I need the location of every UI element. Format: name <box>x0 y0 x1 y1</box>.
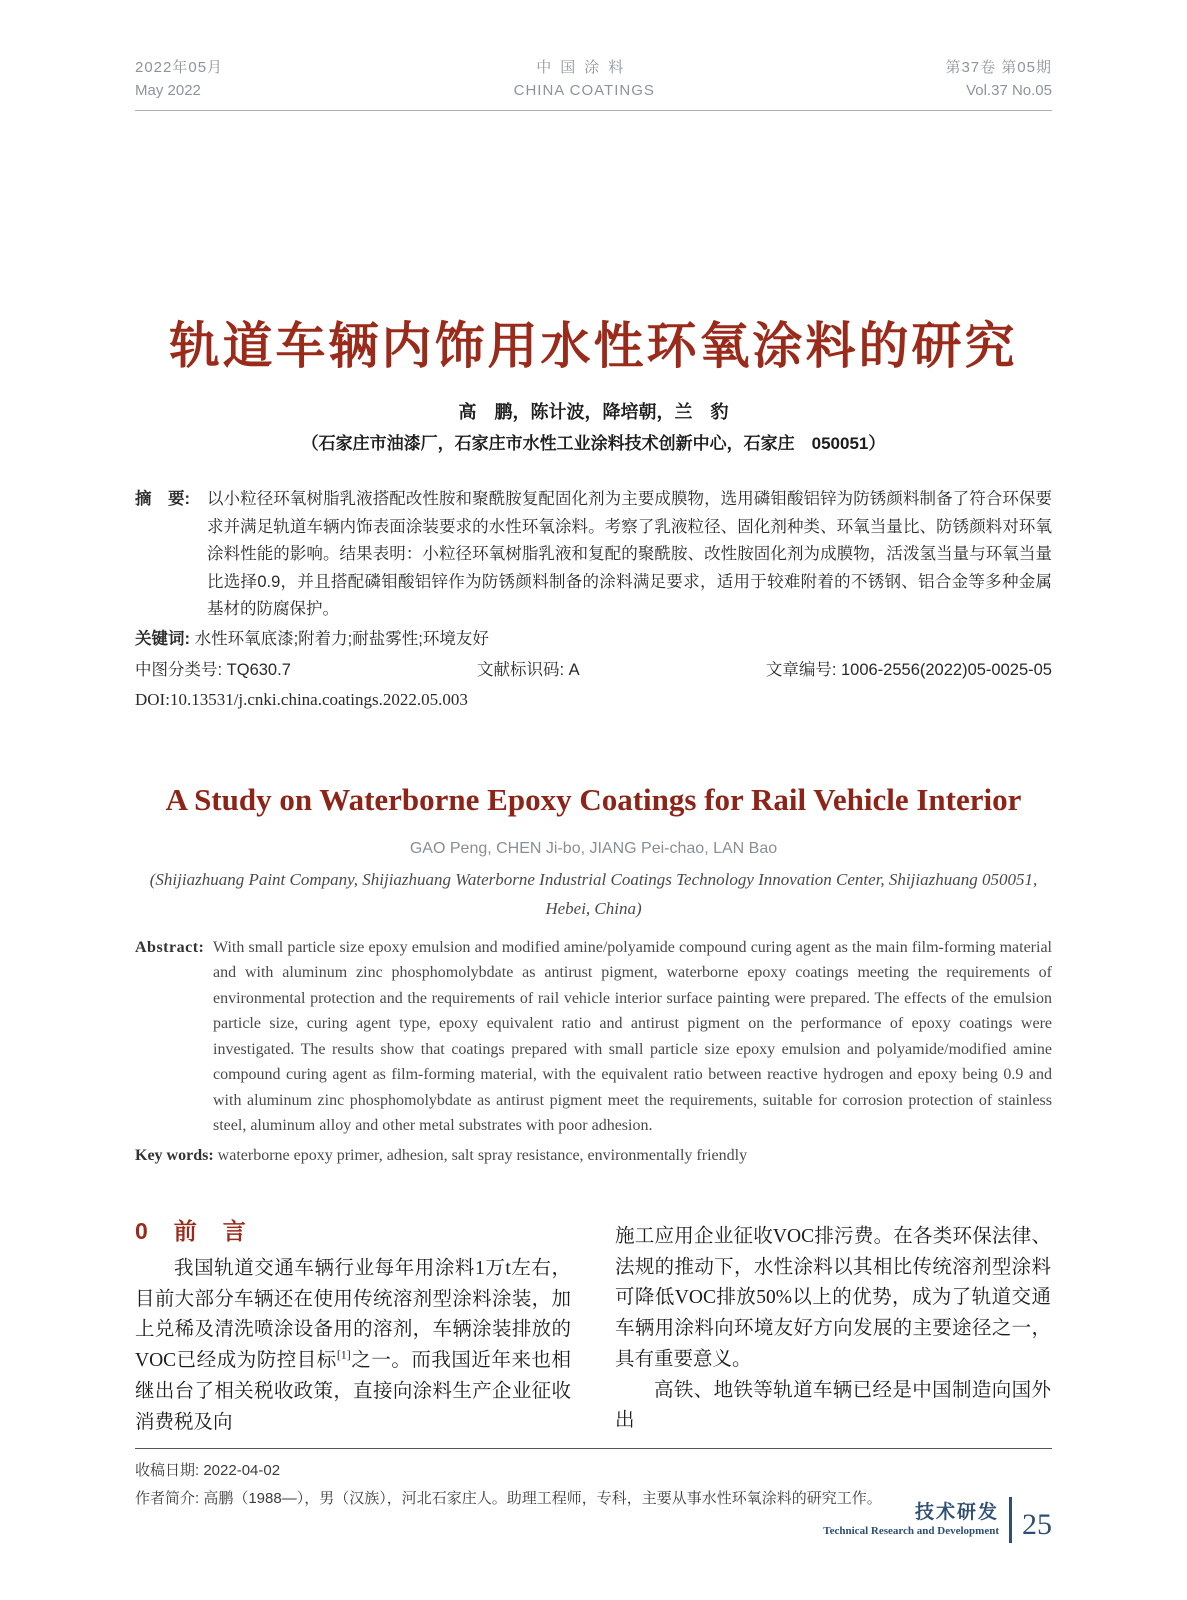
classification-row <box>135 657 1052 683</box>
keywords-zh-label: 关键词: <box>135 629 190 648</box>
footnote-received-date: 收稿日期: 2022-04-02 <box>135 1462 281 1480</box>
footer-section-zh: 技术研发 <box>914 1501 999 1523</box>
header-date-zh: 2022年05月 <box>135 59 224 76</box>
keywords-en-text: waterborne epoxy primer, adhesion, salt spray resistance, environmentally friendly <box>217 1146 748 1164</box>
header-issue-en: Vol.37 No.05 <box>966 82 1052 99</box>
header-journal-zh: 中国涂料 <box>536 59 633 76</box>
column-right <box>615 1216 1051 1438</box>
footer-section-labels <box>823 1502 999 1539</box>
paragraph-text: 之一。而我国近年来也相继出台了相关税收政策，直接向涂料生产企业征收消费税及向 <box>135 1350 571 1433</box>
section-heading <box>135 1216 571 1246</box>
affiliation-en: (Shijiazhuang Paint Company, Shijiazhuang Waterborne Industrial Coatings Technology Innovation Center, Shijiazhuang 050051, Hebei, China) <box>149 869 1038 918</box>
paragraph-text: 我国轨道交通车辆行业每年用涂料1万t左右，目前大部分车辆还在使用传统溶剂型涂料涂装，加上兑稀及清洗喷涂设备用的溶剂，车辆涂装排放的VOC已经成为防控目标 <box>135 1258 571 1372</box>
footer-divider-bar <box>1009 1497 1012 1543</box>
keywords-en-label: Key words: <box>135 1146 214 1164</box>
abstract-en-label: Abstract: <box>135 938 205 956</box>
document-code: 文献标识码: A <box>477 660 580 679</box>
affiliation-zh: （石家庄市油漆厂，石家庄市水性工业涂料技术创新中心，石家庄 050051） <box>301 434 886 453</box>
keywords-zh-line <box>135 626 1052 653</box>
article-title-zh: 轨道车辆内饰用水性环氧涂料的研究 <box>169 318 1018 374</box>
page-footer <box>823 1492 1052 1548</box>
column-left <box>135 1216 571 1438</box>
authors-en: GAO Peng, CHEN Ji-bo, JIANG Pei-chao, LAN Bao <box>409 839 778 857</box>
reference-marker: [1] <box>336 1347 351 1362</box>
keywords-zh-text: 水性环氧底漆;附着力;耐盐雾性;环境友好 <box>194 629 489 648</box>
body-columns <box>135 1216 1052 1438</box>
abstract-zh-block <box>135 486 1052 624</box>
article-title-en: A Study on Waterborne Epoxy Coatings for Rail Vehicle Interior <box>165 781 1022 817</box>
clc-number: 中图分类号: TQ630.7 <box>135 660 291 679</box>
paragraph-intro-left <box>135 1254 571 1438</box>
section-title: 前言 <box>173 1218 272 1244</box>
paragraph-intro-right: 施工应用企业征收VOC排污费。在各类环保法律、法规的推动下，水性涂料以其相比传统溶剂型涂料可降低VOC排放50%以上的优势，成为了轨道交通车辆用涂料向环境友好方向发展的主要途径之一，具有重要意义。 <box>615 1226 1051 1370</box>
authors-zh: 高 鹏，陈计波，降培朝，兰 豹 <box>458 402 729 422</box>
footnote-author-bio: 作者简介: 高鹏（1988—），男（汉族），河北石家庄人。助理工程师，专科，主要从事水性环氧涂料的研究工作。 <box>135 1490 882 1508</box>
paragraph-second: 高铁、地铁等轨道车辆已经是中国制造向国外出 <box>615 1379 1051 1432</box>
article-id: 文章编号: 1006-2556(2022)05-0025-05 <box>765 660 1052 679</box>
doi-line: DOI:10.13531/j.cnki.china.coatings.2022.05.003 <box>135 689 468 709</box>
journal-header <box>135 0 1052 111</box>
footer-section-en: Technical Research and Development <box>823 1524 999 1537</box>
page-number: 25 <box>1022 1508 1052 1541</box>
header-date <box>135 56 223 102</box>
header-journal-en: CHINA COATINGS <box>513 82 655 99</box>
abstract-en-block <box>135 935 1052 1139</box>
keywords-en-line <box>135 1143 1052 1169</box>
header-date-en: May 2022 <box>135 82 201 99</box>
header-issue-zh: 第37卷 第05期 <box>945 59 1052 76</box>
footnote-divider <box>135 1448 1052 1449</box>
header-journal <box>514 56 655 102</box>
abstract-zh-text: 以小粒径环氧树脂乳液搭配改性胺和聚酰胺复配固化剂为主要成膜物，选用磷钼酸铝锌为防锈颜料制备了符合环保要求并满足轨道车辆内饰表面涂装要求的水性环氧涂料。考察了乳液粒径、固化剂种类、环氧当量比、防锈颜料对环氧涂料性能的影响。结果表明：小粒径环氧树脂乳液和复配的聚酰胺、改性胺固化剂为成膜物，活泼氢当量与环氧当量比选择0.9，并且搭配磷钼酸铝锌作为防锈颜料制备的涂料满足要求，适用于较难附着的不锈钢、铝合金等多种金属基材的防腐保护。 <box>207 490 1052 618</box>
abstract-en-text: With small particle size epoxy emulsion and modified amine/polyamide compound curing agent as the main film-forming material and with aluminum zinc phosphomolybdate as antirust pigment, waterborne epoxy coatings meeting the requirements of environmental protection and the requirements of rail vehicle interior surface painting were prepared. The effects of the emulsion particle size, curing agent type, epoxy equivalent ratio and antirust pigment on the performance of epoxy coatings were investigated. The results show that coatings prepared with small particle size epoxy emulsion and polyamide/modified amine compound curing agent as film-forming material, with the equivalent ratio between reactive hydrogen and epoxy being 0.9 and with aluminum zinc phosphomolybdate as antirust pigment meet the requirements, suitable for corrosion protection of stainless steel, aluminum alloy and other metal substrates with poor adhesion. <box>213 938 1052 1134</box>
abstract-zh-label: 摘 要: <box>135 490 190 508</box>
header-issue <box>945 56 1052 102</box>
section-number: 0 <box>135 1218 148 1244</box>
